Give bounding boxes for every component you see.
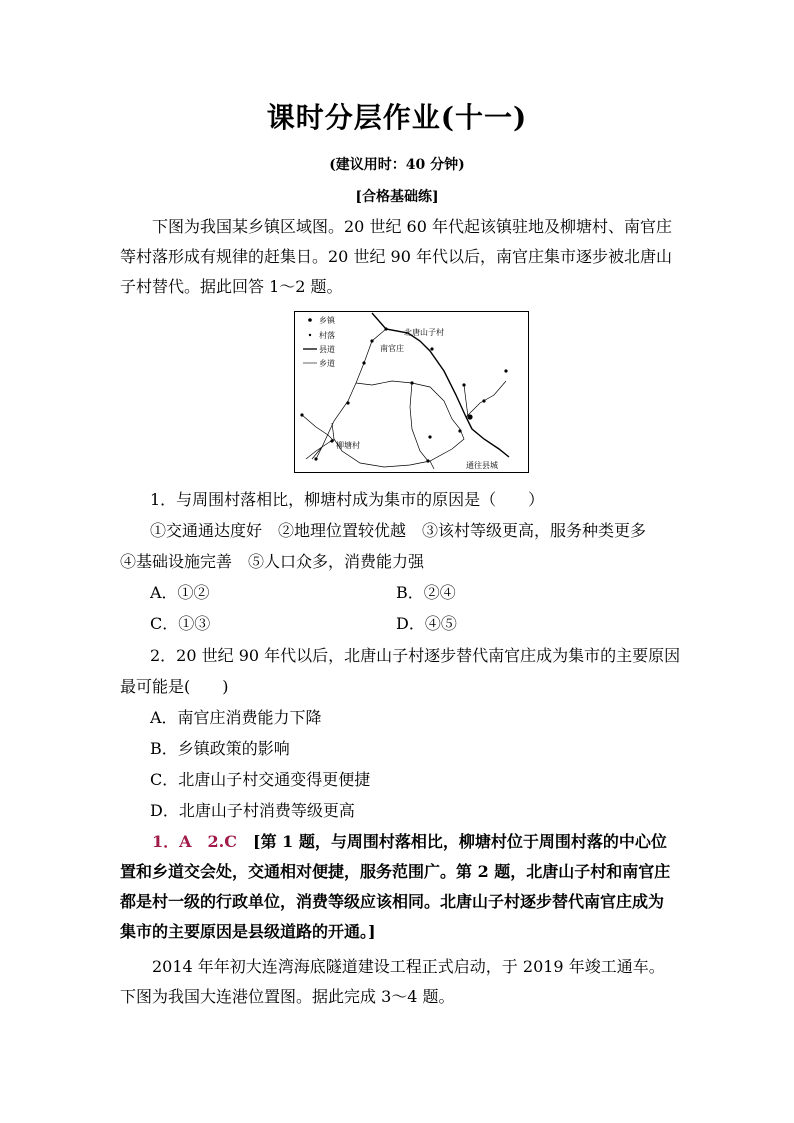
q2-stem-line-1: 2．20 世纪 90 年代以后，北唐山子村逐步替代南官庄成为集市的主要原因 — [150, 646, 681, 665]
township-map — [294, 311, 529, 473]
answer-key: 1．A 2.C — [152, 832, 237, 851]
label-liutang: 柳塘村 — [336, 441, 360, 450]
q2-option-d: D．北唐山子村消费等级更高 — [150, 801, 355, 820]
q1-options-line-1: ①交通通达度好 ②地理位置较优越 ③该村等级更高，服务种类更多 — [150, 521, 647, 540]
q1-stem: 1．与周围村落相比，柳塘村成为集市的原因是（ ） — [150, 490, 545, 509]
q1-options-line-2: ④基础设施完善 ⑤人口众多，消费能力强 — [120, 552, 425, 571]
legend-township-road: 乡道 — [319, 359, 335, 368]
answer-explanation: [第 1 题，与周围村落相比，柳塘村位于周围村落的中心位置和乡道交会处，交通相对便捷，服务范围广。第 2 题，北唐山子村和南官庄都是村一级的行政单位，消费等级应该相同。北唐山子村逐步替代南官庄成为集市的主要原因是县级道路的开通。] — [120, 832, 671, 941]
time-note: (建议用时：40 分钟) — [329, 157, 465, 173]
q1-option-b: B．②④ — [396, 583, 456, 602]
label-nanguanzhuang: 南官庄 — [380, 344, 404, 353]
q2-stem-line-2: 最可能是( ) — [120, 677, 229, 696]
intro-paragraph-1: 下图为我国某乡镇区域图。20 世纪 60 年代起该镇驻地及柳塘村、南官庄等村落形成有规律的赶集日。20 世纪 90 年代以后，南官庄集市逐步被北唐山子村替代。据此回答 1～2 题。 — [120, 217, 672, 296]
q1-option-d: D．④⑤ — [396, 614, 457, 633]
section-heading: [合格基础练] — [355, 189, 439, 205]
q2-option-a: A．南官庄消费能力下降 — [150, 708, 322, 727]
answer-block — [120, 827, 675, 947]
legend-township: 乡镇 — [319, 316, 335, 325]
label-to-county-town: 通往县城 — [466, 461, 498, 470]
q2-option-b: B．乡镇政策的影响 — [150, 739, 290, 758]
intro-paragraph-2: 2014 年年初大连湾海底隧道建设工程正式启动，于 2019 年竣工通车。下图为我国大连港位置图。据此完成 3～4 题。 — [120, 957, 665, 1006]
label-beitangshanzi: 北唐山子村 — [404, 328, 444, 337]
legend-county-road: 县道 — [319, 345, 335, 354]
page-title: 课时分层作业(十一) — [266, 101, 528, 134]
q1-option-a: A．①② — [150, 583, 210, 602]
q2-option-c: C．北唐山子村交通变得更便捷 — [150, 770, 371, 789]
q1-option-c: C．①③ — [150, 614, 211, 633]
legend-village: 村落 — [319, 331, 335, 340]
